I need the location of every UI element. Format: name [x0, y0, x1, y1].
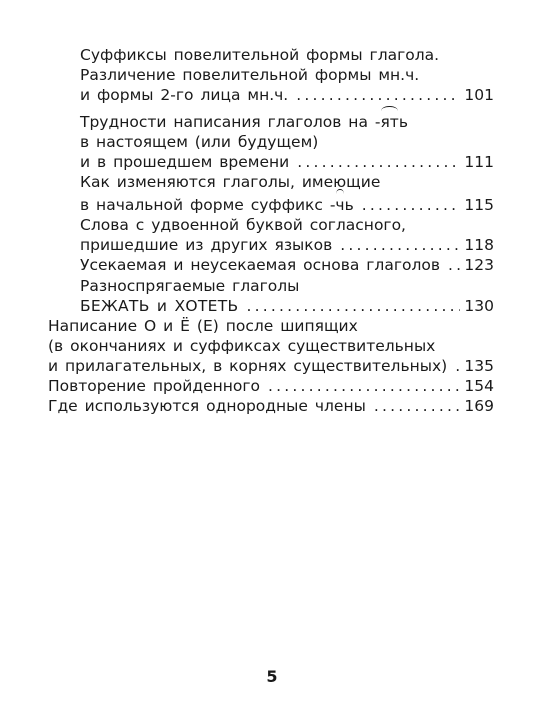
toc-entry-line: в настоящем (или будущем): [80, 133, 319, 151]
page-number: 5: [266, 667, 278, 686]
toc-entry-o-yo-spelling: [48, 356, 494, 376]
leader-dots: [340, 235, 460, 255]
toc-entry-line: Разноспрягаемые глаголы: [80, 277, 300, 295]
suffix-arc-mark: ят: [380, 113, 399, 131]
toc-page-number: 115: [464, 196, 494, 214]
toc-entry-text: Усекаемая и неусекаемая основа глаголов: [80, 256, 440, 274]
toc-entry-line: Слова с удвоенной буквой согласного,: [80, 216, 406, 234]
toc-page-number: 130: [464, 297, 494, 315]
toc-entry-text: Повторение пройденного: [48, 377, 260, 395]
leader-dots: [296, 85, 460, 105]
toc-entry-text: [80, 195, 354, 215]
toc-entry-verb-stem: [80, 255, 494, 275]
toc-page-number: 118: [464, 236, 494, 254]
toc-page-number: 169: [464, 397, 494, 415]
toc-page-number: 154: [464, 377, 494, 395]
toc-entry-text: Где используются однородные члены: [48, 397, 366, 415]
toc-entry-text: БЕЖАТЬ и ХОТЕТЬ: [80, 297, 239, 315]
leader-dots: [374, 396, 461, 416]
toc-entry-yat-verbs: [80, 152, 494, 172]
toc-entry-review: [48, 376, 494, 396]
toc-entry-imperative: [80, 85, 494, 105]
toc-entry-line: (в окончаниях и суффиксах существительных: [48, 337, 436, 355]
leader-dots: [246, 296, 460, 316]
toc-entry-text: Трудности написания глаголов на -: [80, 113, 381, 131]
suffix-arc-mark: ч: [335, 196, 345, 214]
toc-entry-text-part: в начальной форме суффикс -: [80, 196, 336, 214]
toc-entry-line: Написание О и Ё (Е) после шипящих: [48, 317, 358, 335]
toc-entry-homogeneous-members: [48, 396, 494, 416]
toc-page-number: 123: [464, 256, 494, 274]
toc-entry-line: Суффиксы повелительной формы глагола.: [80, 46, 440, 64]
toc-page-number: 101: [464, 86, 494, 104]
toc-entry-text: и в прошедшем времени: [80, 153, 290, 171]
toc-entry-text: пришедшие из других языков: [80, 236, 333, 254]
toc-entry-line: Различение повелительной формы мн.ч.: [80, 66, 420, 84]
toc-entry-text-part: ь: [344, 196, 354, 214]
leader-dots: [297, 152, 460, 172]
toc-entry-line: Как изменяются глаголы, имеющие: [80, 173, 381, 191]
toc-entry-double-consonant: [80, 235, 494, 255]
toc-page-number: 111: [464, 153, 494, 171]
leader-dots: [362, 195, 461, 215]
toc-entry-text: и формы 2-го лица мн.ч.: [80, 86, 289, 104]
toc-entry-text: ь: [398, 113, 408, 131]
toc-entry-text: и прилагательных, в корнях существительных): [48, 357, 448, 375]
toc-page-number: 135: [464, 357, 494, 375]
toc-entry-line: [80, 112, 408, 132]
leader-dots: [268, 376, 460, 396]
toc-entry-irregular-verbs: [80, 296, 494, 316]
leader-dots: [448, 255, 460, 275]
toc-entry-ch-suffix: [80, 195, 494, 215]
leader-dots: [455, 356, 460, 376]
